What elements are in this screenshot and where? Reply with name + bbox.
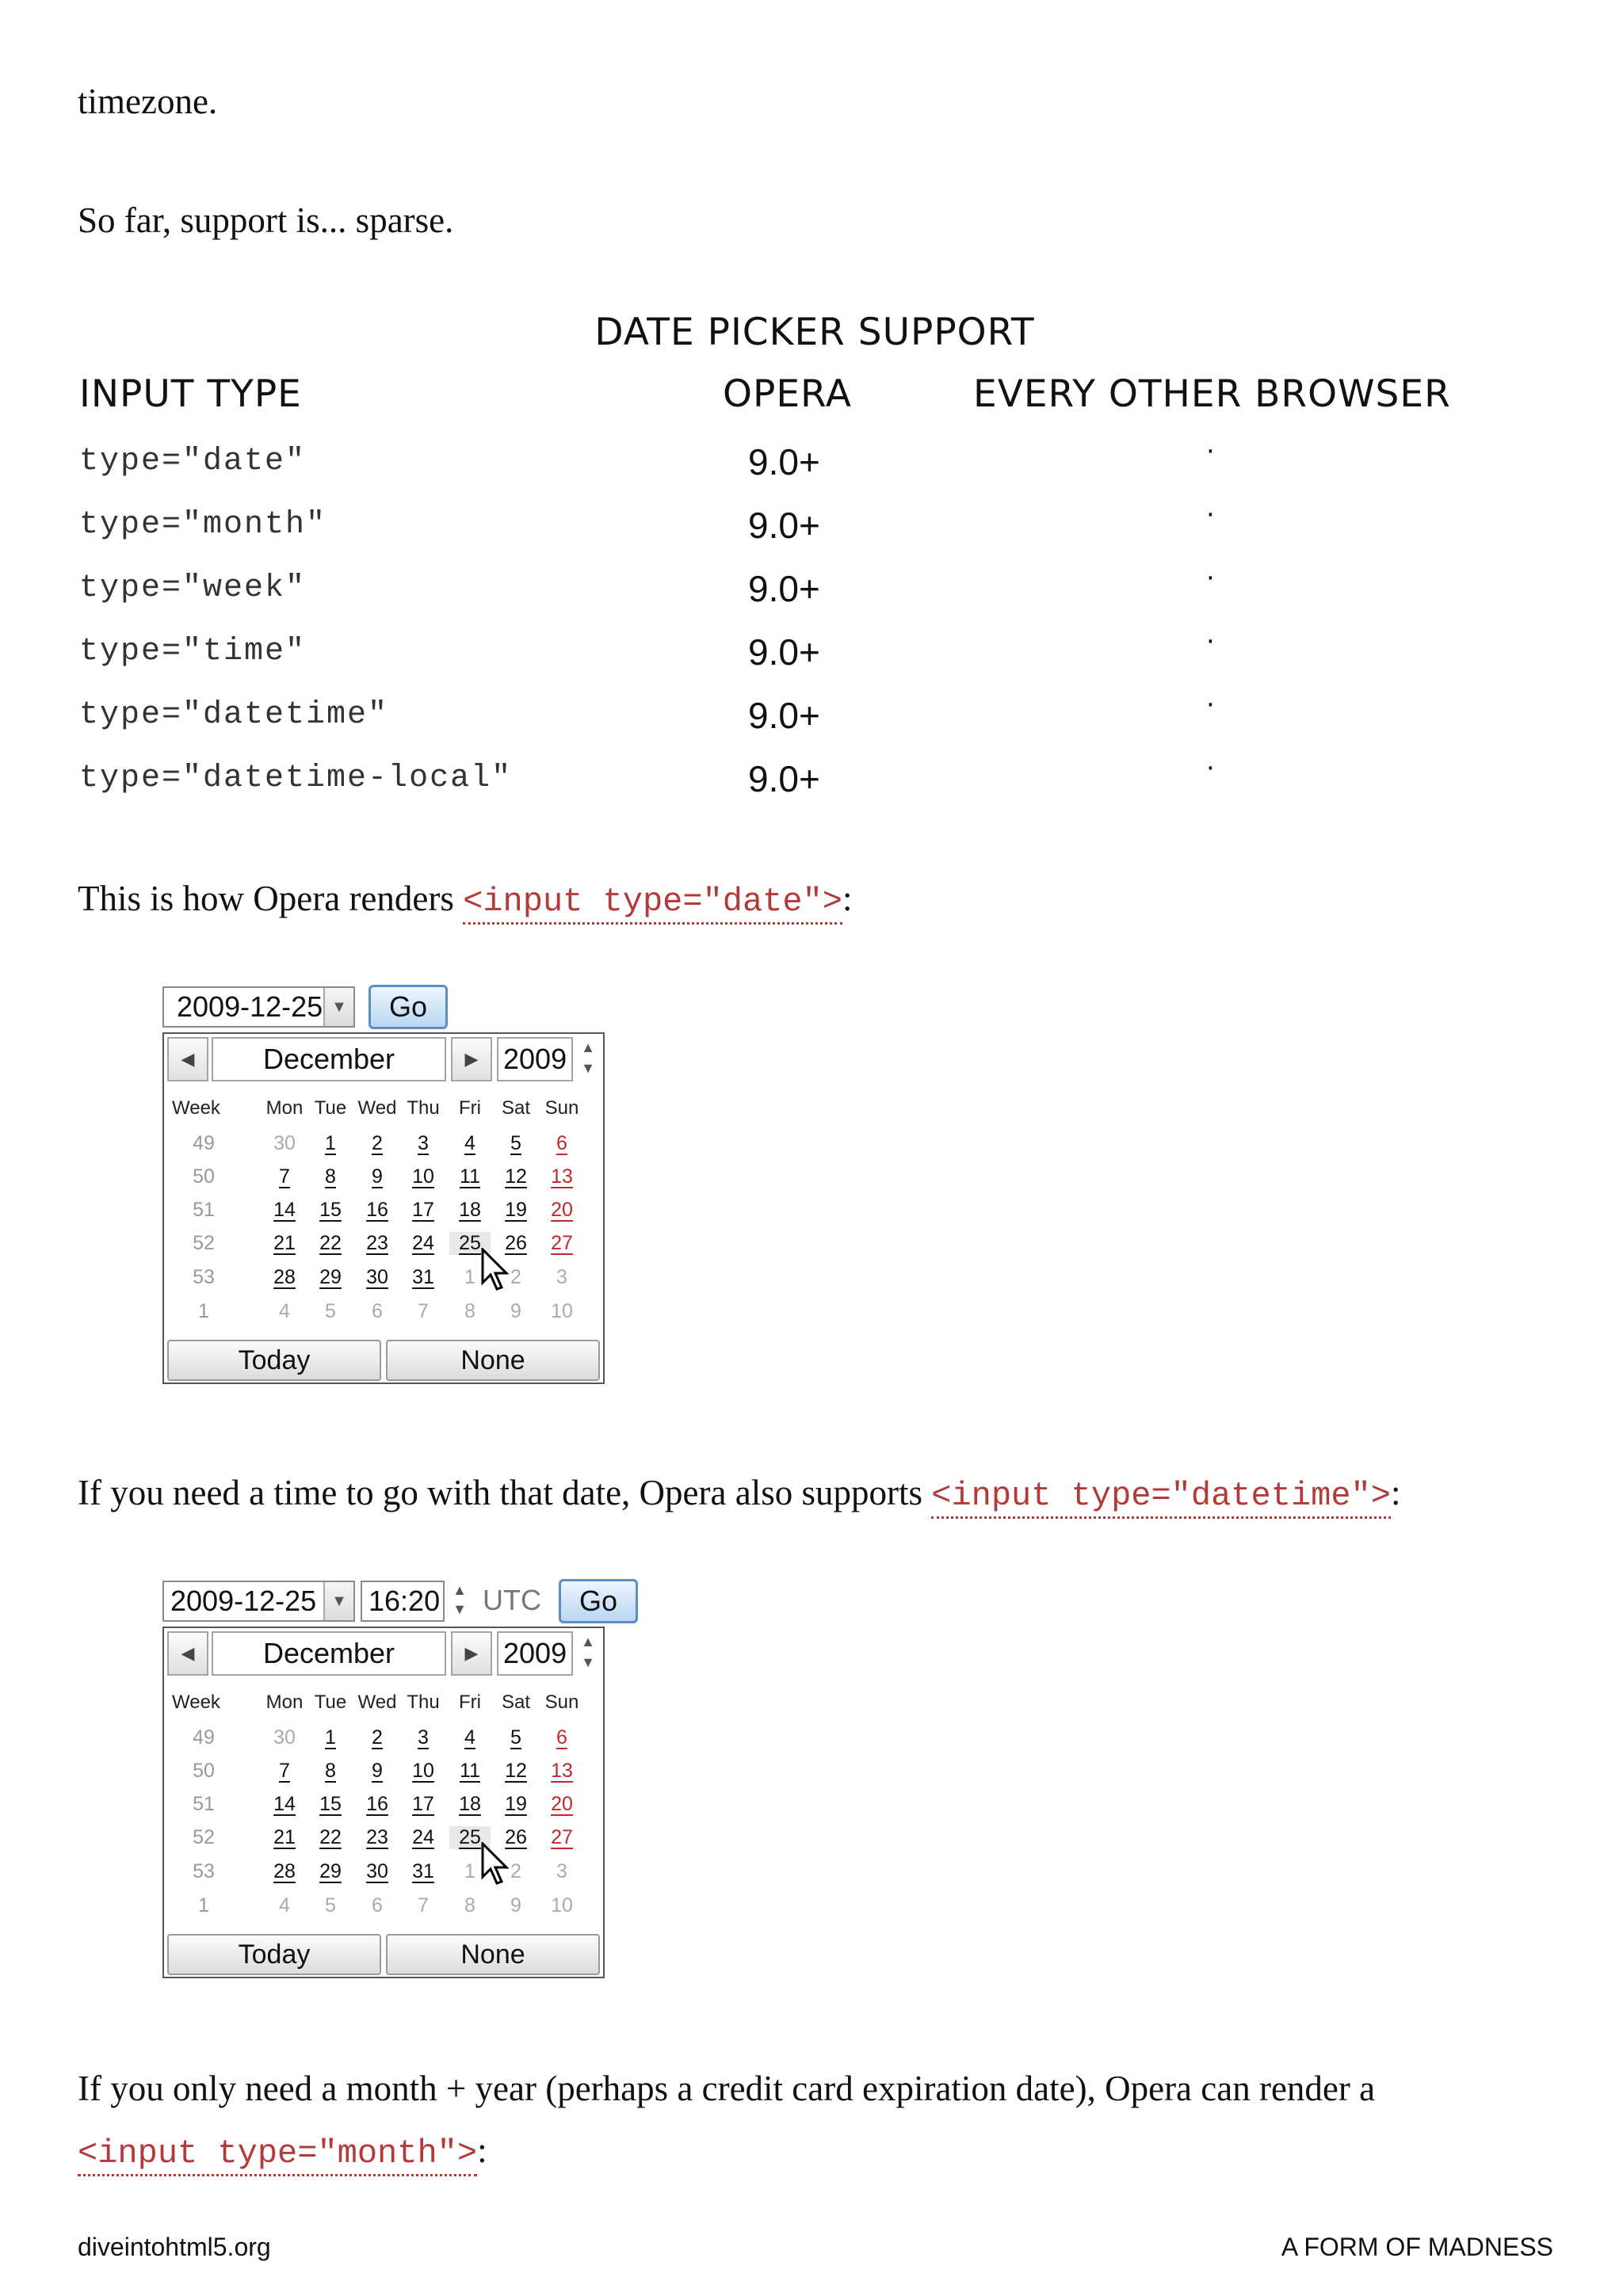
- cell-opera-version: 9.0+: [748, 505, 820, 546]
- calendar-day[interactable]: 17: [412, 1793, 434, 1815]
- cell-other-browser: ·: [1206, 753, 1215, 784]
- calendar-day[interactable]: 11: [460, 1165, 480, 1188]
- cell-input-type: type="time": [79, 634, 307, 669]
- calendar-day[interactable]: 4: [279, 1300, 290, 1322]
- calendar-day[interactable]: 8: [325, 1760, 336, 1782]
- paragraph-text-suffix: :: [842, 879, 853, 918]
- mouse-cursor-icon: [481, 1248, 513, 1292]
- calendar-footer: [167, 1340, 601, 1383]
- calendar-day[interactable]: 19: [505, 1793, 527, 1815]
- calendar-day[interactable]: 28: [273, 1860, 296, 1882]
- calendar-day[interactable]: 30: [273, 1726, 296, 1749]
- calendar-day[interactable]: 6: [372, 1894, 383, 1917]
- week-number: 53: [193, 1860, 215, 1882]
- paragraph-datetime: [78, 1469, 1400, 1520]
- cell-other-browser: ·: [1206, 689, 1215, 721]
- calendar-header-week: Week: [172, 1097, 220, 1119]
- calendar-header-sat: Sat: [501, 1691, 531, 1713]
- calendar-header-tue: Tue: [314, 1691, 347, 1713]
- calendar-day[interactable]: 20: [551, 1793, 573, 1815]
- calendar-day[interactable]: 26: [505, 1826, 527, 1848]
- paragraph-timezone: timezone.: [78, 82, 218, 121]
- calendar-day[interactable]: 18: [459, 1793, 481, 1815]
- calendar-day[interactable]: 22: [319, 1826, 342, 1848]
- calendar-day[interactable]: 1: [325, 1132, 336, 1154]
- week-number: 1: [198, 1894, 209, 1917]
- table-row: [0, 436, 1623, 507]
- chevron-left-icon[interactable]: ◀: [167, 1631, 208, 1676]
- paragraph-support: So far, support is... sparse.: [78, 200, 454, 240]
- calendar-day[interactable]: 19: [505, 1199, 527, 1221]
- calendar-week-row: [164, 1860, 606, 1892]
- week-number: 53: [193, 1266, 215, 1288]
- calendar-day[interactable]: 24: [412, 1232, 434, 1254]
- calendar-day[interactable]: 13: [551, 1165, 573, 1188]
- chevron-left-icon[interactable]: ◀: [167, 1037, 208, 1081]
- paragraph-text: If you need a time to go with that date, Opera also supports: [78, 1473, 932, 1512]
- calendar-day[interactable]: 10: [551, 1300, 573, 1322]
- calendar-day[interactable]: 5: [325, 1300, 336, 1322]
- calendar-day[interactable]: 8: [325, 1165, 336, 1188]
- calendar-day[interactable]: 25: [449, 1826, 491, 1849]
- calendar-day[interactable]: 18: [459, 1199, 481, 1221]
- month-select[interactable]: December: [212, 1631, 446, 1676]
- calendar-day[interactable]: 2: [372, 1132, 383, 1154]
- date-input[interactable]: [162, 986, 355, 1028]
- calendar-day[interactable]: 10: [551, 1894, 573, 1917]
- cell-input-type: type="datetime-local": [79, 761, 513, 796]
- calendar-header-sun: Sun: [544, 1097, 579, 1119]
- cell-input-type: type="week": [79, 570, 307, 606]
- go-button[interactable]: Go: [369, 985, 448, 1029]
- calendar-day[interactable]: 2: [372, 1726, 383, 1749]
- spinner-icon[interactable]: ▲ ▼: [581, 1634, 595, 1670]
- calendar-day[interactable]: 31: [412, 1266, 434, 1288]
- table-row: [0, 626, 1623, 697]
- spinner-icon[interactable]: ▲ ▼: [453, 1582, 467, 1617]
- calendar-week-row: [164, 1266, 606, 1298]
- calendar-day[interactable]: 9: [510, 1894, 521, 1917]
- go-button[interactable]: Go: [559, 1579, 638, 1623]
- calendar-day[interactable]: 8: [464, 1300, 475, 1322]
- footer-chapter: A FORM OF MADNESS: [1281, 2233, 1553, 2261]
- calendar-day[interactable]: 30: [366, 1860, 388, 1882]
- cell-input-type: type="datetime": [79, 697, 389, 733]
- calendar-day[interactable]: 3: [418, 1726, 429, 1749]
- week-number: 51: [193, 1793, 215, 1815]
- calendar-day[interactable]: 7: [418, 1300, 429, 1322]
- calendar-day[interactable]: 1: [464, 1266, 475, 1288]
- calendar-day[interactable]: 3: [418, 1132, 429, 1154]
- none-button[interactable]: None: [386, 1934, 600, 1975]
- cell-opera-version: 9.0+: [748, 441, 820, 482]
- none-button[interactable]: None: [386, 1340, 600, 1381]
- calendar-day[interactable]: 28: [273, 1266, 296, 1288]
- footer-site: diveintohtml5.org: [78, 2233, 271, 2261]
- calendar-day[interactable]: 7: [279, 1165, 290, 1188]
- code-input-date[interactable]: <input type="date">: [463, 883, 842, 925]
- calendar-day[interactable]: 4: [279, 1894, 290, 1917]
- code-input-datetime[interactable]: <input type="datetime">: [931, 1477, 1391, 1519]
- calendar-day[interactable]: 30: [273, 1132, 296, 1154]
- date-input-value: 2009-12-25: [170, 1585, 317, 1617]
- timezone-label: UTC: [483, 1584, 541, 1616]
- calendar-week-row: [164, 1300, 606, 1332]
- week-number: 50: [193, 1760, 215, 1782]
- calendar-header-row: [164, 1097, 606, 1129]
- calendar-day[interactable]: 6: [372, 1300, 383, 1322]
- calendar-day[interactable]: 21: [273, 1232, 296, 1254]
- calendar-day[interactable]: 5: [325, 1894, 336, 1917]
- calendar-popup: [162, 1627, 605, 1978]
- calendar-day[interactable]: 3: [556, 1860, 567, 1882]
- calendar-day[interactable]: 1: [464, 1860, 475, 1882]
- cell-other-browser: ·: [1206, 499, 1215, 531]
- calendar-day[interactable]: 2: [510, 1860, 521, 1882]
- table-header-opera: OPERA: [723, 372, 852, 416]
- paragraph-text-suffix: :: [1390, 1473, 1401, 1512]
- time-input[interactable]: [361, 1581, 445, 1622]
- calendar-header-tue: Tue: [314, 1097, 347, 1119]
- table-row: [0, 499, 1623, 570]
- calendar-day[interactable]: 29: [319, 1266, 342, 1288]
- calendar-header-thu: Thu: [407, 1691, 440, 1713]
- calendar-header-fri: Fri: [459, 1691, 481, 1713]
- cell-input-type: type="month": [79, 507, 327, 543]
- calendar-header-thu: Thu: [407, 1097, 440, 1119]
- calendar-day[interactable]: 30: [366, 1266, 388, 1288]
- today-button[interactable]: Today: [167, 1340, 381, 1381]
- calendar-day[interactable]: 4: [464, 1726, 475, 1749]
- code-input-month[interactable]: <input type="month">: [78, 2134, 477, 2176]
- calendar-footer: [167, 1934, 601, 1977]
- calendar-header-mon: Mon: [265, 1097, 304, 1119]
- calendar-day[interactable]: 14: [273, 1199, 296, 1221]
- calendar-day[interactable]: 25: [449, 1232, 491, 1255]
- table-header-input-type: INPUT TYPE: [79, 372, 302, 416]
- paragraph-month: If you only need a month + year (perhaps a credit card expiration date), Opera can render a: [78, 2069, 1376, 2108]
- calendar-week-row: [164, 1165, 606, 1197]
- week-number: 49: [193, 1132, 215, 1154]
- calendar-day[interactable]: 17: [412, 1199, 434, 1221]
- calendar-day[interactable]: 15: [319, 1199, 342, 1221]
- calendar-header-sat: Sat: [501, 1097, 531, 1119]
- calendar-day[interactable]: 2: [510, 1266, 521, 1288]
- cell-opera-version: 9.0+: [748, 568, 820, 609]
- year-input[interactable]: 2009: [497, 1631, 573, 1676]
- calendar-day[interactable]: 31: [412, 1860, 434, 1882]
- calendar-day[interactable]: 24: [412, 1826, 434, 1848]
- cell-opera-version: 9.0+: [748, 695, 820, 736]
- calendar-day[interactable]: 10: [412, 1165, 434, 1188]
- cell-other-browser: ·: [1206, 626, 1215, 658]
- calendar-header-sun: Sun: [544, 1691, 579, 1713]
- calendar-day[interactable]: 27: [551, 1232, 573, 1254]
- cell-other-browser: ·: [1206, 436, 1215, 467]
- calendar-day[interactable]: 7: [418, 1894, 429, 1917]
- paragraph-month-line2: [78, 2126, 487, 2177]
- calendar-day[interactable]: 15: [319, 1793, 342, 1815]
- today-button[interactable]: Today: [167, 1934, 381, 1975]
- week-number: 52: [193, 1826, 215, 1848]
- paragraph-text-suffix: :: [477, 2130, 487, 2170]
- calendar-header-fri: Fri: [459, 1097, 481, 1119]
- calendar-day[interactable]: 9: [372, 1165, 383, 1188]
- chevron-down-icon[interactable]: ▼: [323, 1582, 353, 1620]
- calendar-week-row: [164, 1132, 606, 1164]
- cell-input-type: type="date": [79, 444, 307, 479]
- calendar-week-row: [164, 1894, 606, 1926]
- calendar-week-row: [164, 1726, 606, 1758]
- calendar-day[interactable]: 7: [279, 1760, 290, 1782]
- calendar-day[interactable]: 22: [319, 1232, 342, 1254]
- calendar-day[interactable]: 13: [551, 1760, 573, 1782]
- calendar-week-row: [164, 1793, 606, 1825]
- calendar-day[interactable]: 10: [412, 1760, 434, 1782]
- date-input[interactable]: [162, 1581, 355, 1622]
- calendar-day[interactable]: 9: [510, 1300, 521, 1322]
- calendar-day[interactable]: 12: [505, 1760, 527, 1782]
- calendar-day[interactable]: 6: [556, 1726, 567, 1749]
- table-row: [0, 689, 1623, 761]
- paragraph-opera-renders: [78, 875, 853, 925]
- table-caption: DATE PICKER SUPPORT: [594, 311, 1035, 354]
- calendar-day[interactable]: 12: [505, 1165, 527, 1188]
- week-number: 51: [193, 1199, 215, 1221]
- year-input[interactable]: 2009: [497, 1037, 573, 1081]
- calendar-day[interactable]: 26: [505, 1232, 527, 1254]
- calendar-day[interactable]: 16: [366, 1793, 388, 1815]
- table-row: [0, 563, 1623, 634]
- spinner-icon[interactable]: ▲ ▼: [581, 1039, 595, 1076]
- cell-opera-version: 9.0+: [748, 758, 820, 799]
- chevron-right-icon[interactable]: ▶: [451, 1037, 492, 1081]
- calendar-day[interactable]: 16: [366, 1199, 388, 1221]
- calendar-day[interactable]: 1: [325, 1726, 336, 1749]
- week-number: 50: [193, 1165, 215, 1188]
- time-input-value: 16:20: [369, 1585, 441, 1617]
- table-header-other-browsers: EVERY OTHER BROWSER: [973, 372, 1451, 416]
- chevron-right-icon[interactable]: ▶: [451, 1631, 492, 1676]
- calendar-day[interactable]: 4: [464, 1132, 475, 1154]
- calendar-day[interactable]: 11: [460, 1760, 480, 1782]
- calendar-day[interactable]: 27: [551, 1826, 573, 1848]
- calendar-day[interactable]: 29: [319, 1860, 342, 1882]
- calendar-week-row: [164, 1826, 606, 1858]
- calendar-popup: [162, 1032, 605, 1384]
- calendar-day[interactable]: 8: [464, 1894, 475, 1917]
- cell-opera-version: 9.0+: [748, 631, 820, 673]
- calendar-header-row: [164, 1691, 606, 1723]
- calendar-day[interactable]: 5: [510, 1726, 521, 1749]
- calendar-day[interactable]: 23: [366, 1232, 388, 1254]
- calendar-day[interactable]: 23: [366, 1826, 388, 1848]
- calendar-week-row: [164, 1232, 606, 1264]
- calendar-day[interactable]: 14: [273, 1793, 296, 1815]
- calendar-day[interactable]: 3: [556, 1266, 567, 1288]
- mouse-cursor-icon: [481, 1842, 513, 1886]
- calendar-week-row: [164, 1760, 606, 1791]
- calendar-day[interactable]: 9: [372, 1760, 383, 1782]
- calendar-day[interactable]: 5: [510, 1132, 521, 1154]
- calendar-header-week: Week: [172, 1691, 220, 1713]
- calendar-week-row: [164, 1199, 606, 1230]
- table-row: [0, 753, 1623, 824]
- calendar-header-wed: Wed: [357, 1097, 397, 1119]
- calendar-header-wed: Wed: [357, 1691, 397, 1713]
- month-select[interactable]: December: [212, 1037, 446, 1081]
- calendar-day[interactable]: 20: [551, 1199, 573, 1221]
- calendar-day[interactable]: 21: [273, 1826, 296, 1848]
- calendar-day[interactable]: 6: [556, 1132, 567, 1154]
- week-number: 52: [193, 1232, 215, 1254]
- date-input-value: 2009-12-25: [177, 990, 323, 1023]
- paragraph-text: This is how Opera renders: [78, 879, 464, 918]
- chevron-down-icon[interactable]: ▼: [323, 988, 353, 1026]
- week-number: 49: [193, 1726, 215, 1749]
- calendar-header-mon: Mon: [265, 1691, 304, 1713]
- cell-other-browser: ·: [1206, 563, 1215, 594]
- week-number: 1: [198, 1300, 209, 1322]
